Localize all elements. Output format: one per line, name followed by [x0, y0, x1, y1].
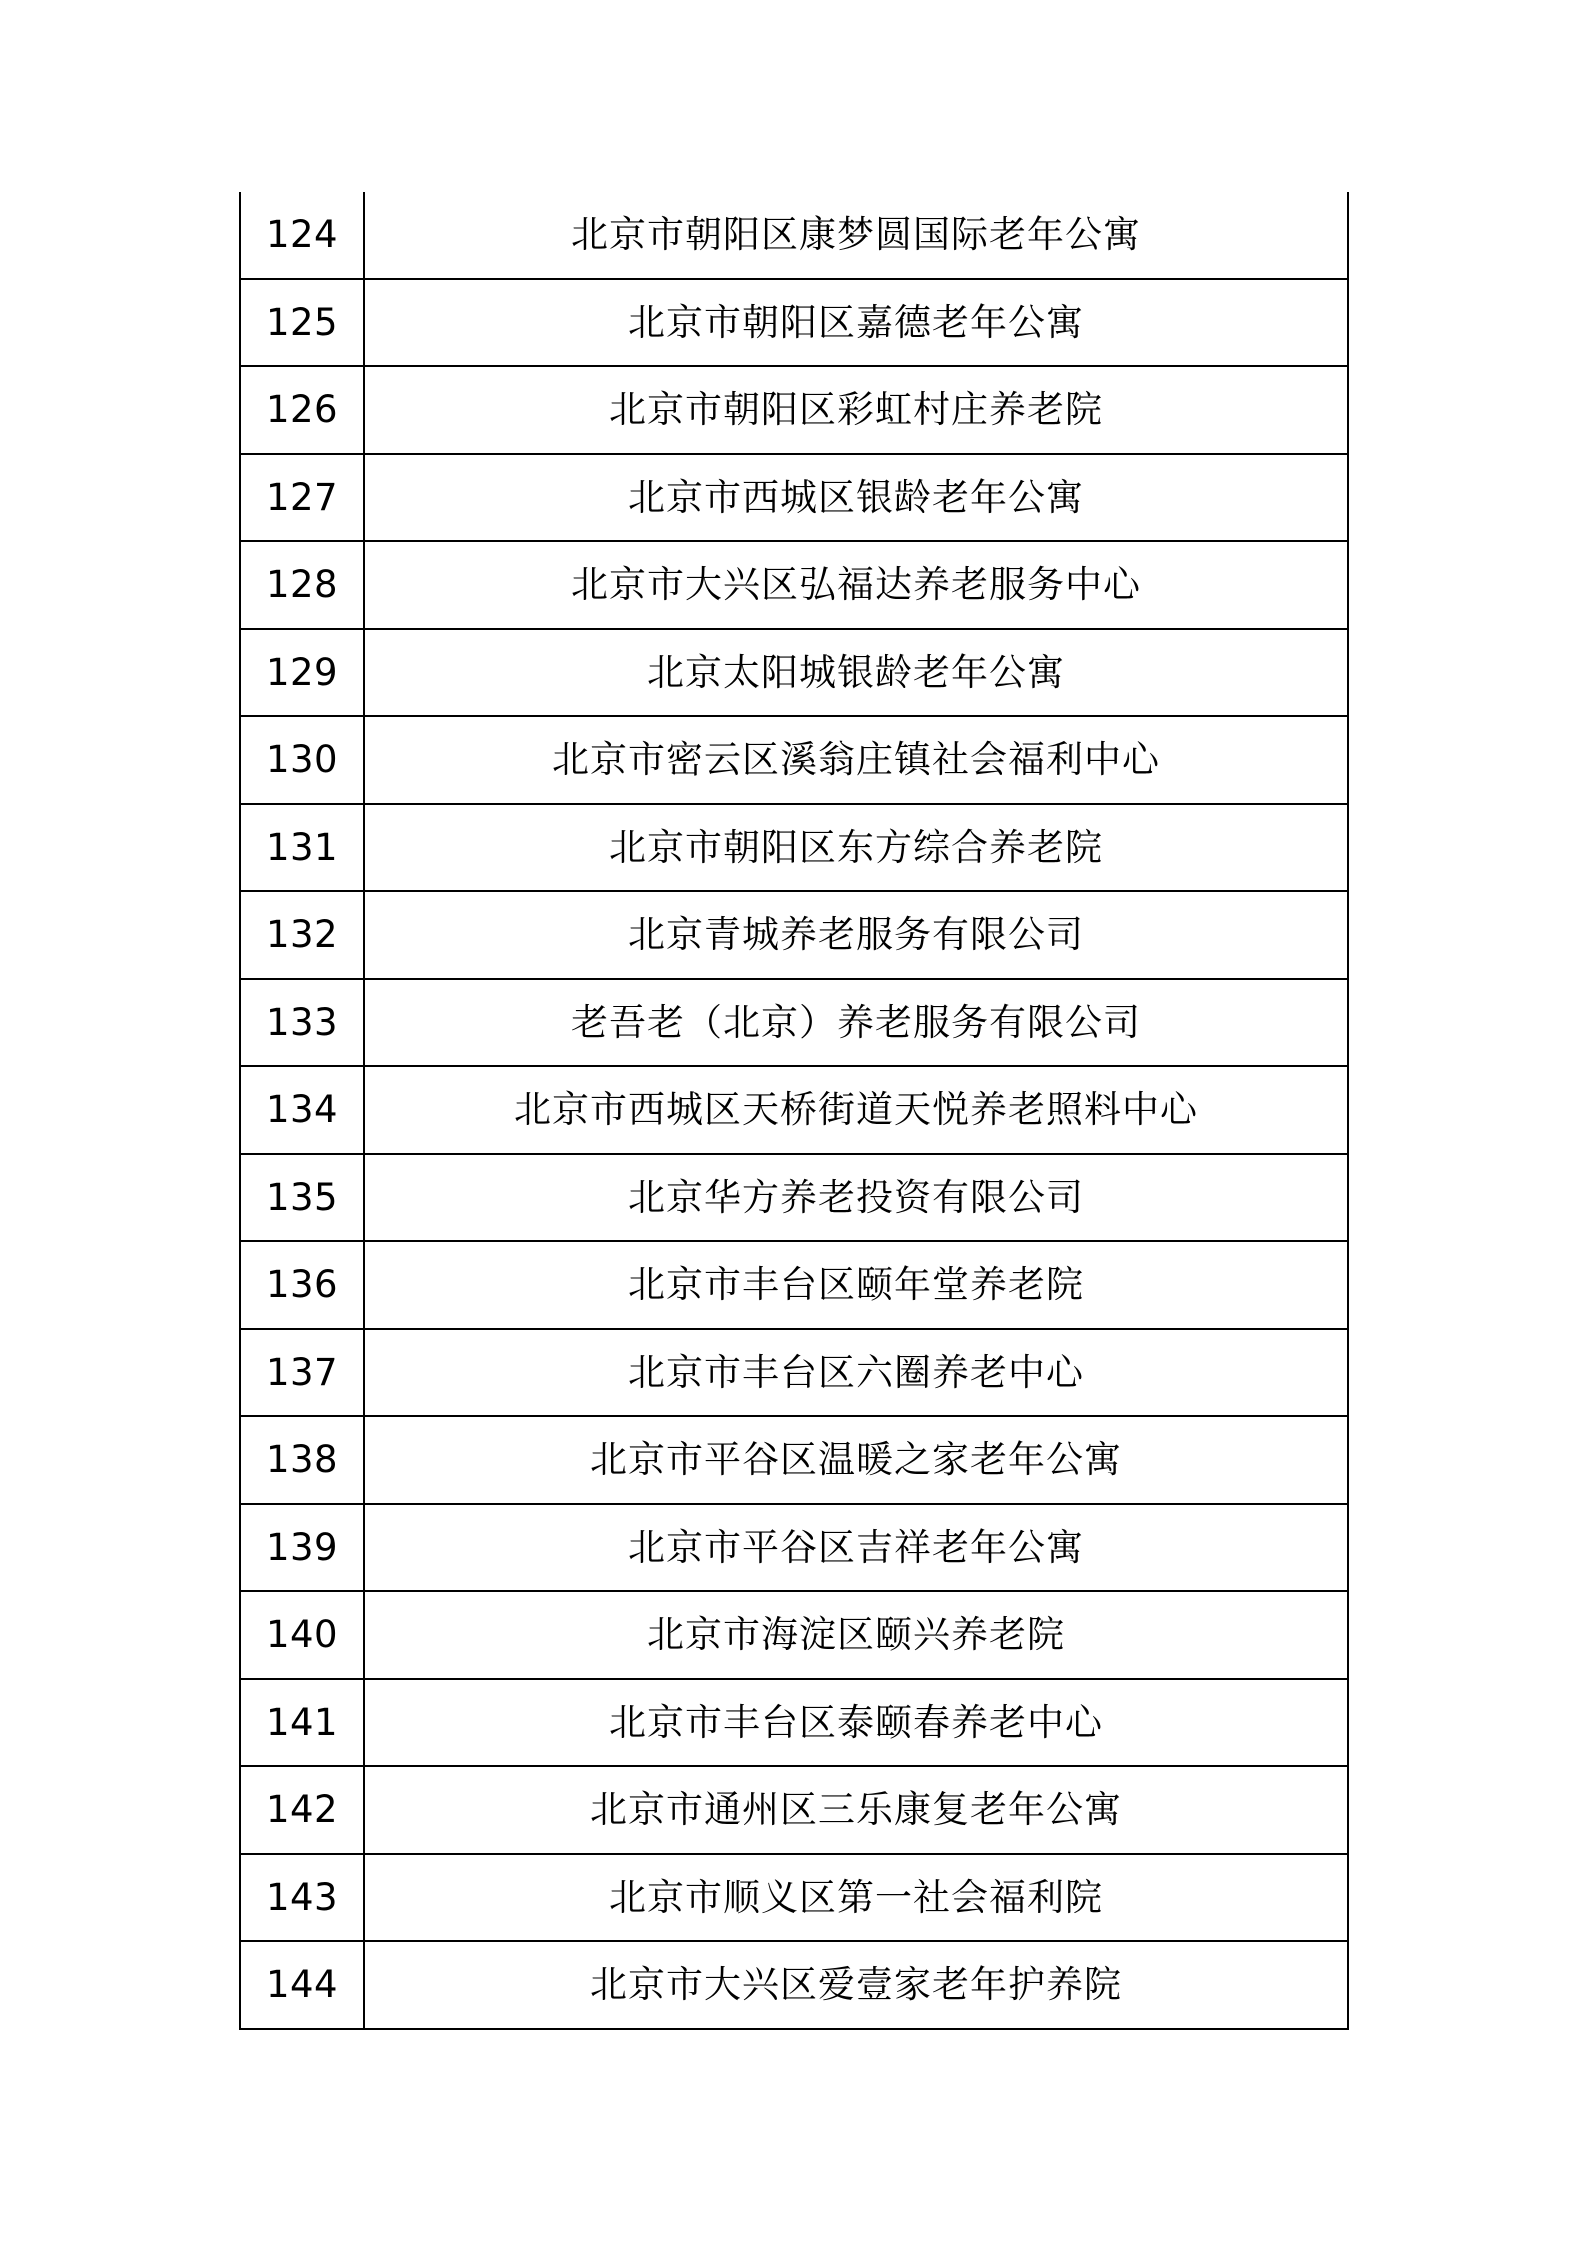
institution-name-cell: 北京市大兴区爱壹家老年护养院	[364, 1941, 1348, 2029]
table-row	[240, 804, 1348, 892]
table-row	[240, 716, 1348, 804]
table-row	[240, 192, 1348, 279]
table-row	[240, 1154, 1348, 1242]
row-number-cell: 125	[240, 279, 364, 367]
row-number-cell: 143	[240, 1854, 364, 1942]
row-number-cell: 142	[240, 1766, 364, 1854]
row-number-cell: 137	[240, 1329, 364, 1417]
institution-name-cell: 老吾老（北京）养老服务有限公司	[364, 979, 1348, 1067]
institution-name-cell: 北京市大兴区弘福达养老服务中心	[364, 541, 1348, 629]
table-row	[240, 891, 1348, 979]
table-row	[240, 1066, 1348, 1154]
institution-name-cell: 北京市丰台区颐年堂养老院	[364, 1241, 1348, 1329]
institution-name-cell: 北京市朝阳区嘉德老年公寓	[364, 279, 1348, 367]
institution-table	[239, 192, 1349, 2030]
row-number-cell: 134	[240, 1066, 364, 1154]
row-number-cell: 139	[240, 1504, 364, 1592]
institution-name-cell: 北京太阳城银龄老年公寓	[364, 629, 1348, 717]
table-row	[240, 1241, 1348, 1329]
institution-name-cell: 北京市顺义区第一社会福利院	[364, 1854, 1348, 1942]
institution-name-cell: 北京市密云区溪翁庄镇社会福利中心	[364, 716, 1348, 804]
table-row	[240, 979, 1348, 1067]
row-number-cell: 136	[240, 1241, 364, 1329]
table-row	[240, 629, 1348, 717]
row-number-cell: 132	[240, 891, 364, 979]
row-number-cell: 138	[240, 1416, 364, 1504]
institution-name-cell: 北京市丰台区六圈养老中心	[364, 1329, 1348, 1417]
table-row	[240, 1416, 1348, 1504]
institution-name-cell: 北京市通州区三乐康复老年公寓	[364, 1766, 1348, 1854]
row-number-cell: 126	[240, 366, 364, 454]
row-number-cell: 140	[240, 1591, 364, 1679]
institution-name-cell: 北京市西城区天桥街道天悦养老照料中心	[364, 1066, 1348, 1154]
table-row	[240, 1941, 1348, 2029]
row-number-cell: 135	[240, 1154, 364, 1242]
table-row	[240, 1329, 1348, 1417]
row-number-cell: 131	[240, 804, 364, 892]
row-number-cell: 130	[240, 716, 364, 804]
institution-name-cell: 北京市平谷区吉祥老年公寓	[364, 1504, 1348, 1592]
table-row	[240, 454, 1348, 542]
institution-name-cell: 北京市海淀区颐兴养老院	[364, 1591, 1348, 1679]
institution-name-cell: 北京市朝阳区康梦圆国际老年公寓	[364, 192, 1348, 279]
table-row	[240, 279, 1348, 367]
institution-name-cell: 北京市丰台区泰颐春养老中心	[364, 1679, 1348, 1767]
table-row	[240, 1854, 1348, 1942]
institution-name-cell: 北京市朝阳区彩虹村庄养老院	[364, 366, 1348, 454]
institution-name-cell: 北京市平谷区温暖之家老年公寓	[364, 1416, 1348, 1504]
table-row	[240, 1504, 1348, 1592]
table-row	[240, 541, 1348, 629]
institution-name-cell: 北京市朝阳区东方综合养老院	[364, 804, 1348, 892]
row-number-cell: 133	[240, 979, 364, 1067]
table-row	[240, 1766, 1348, 1854]
table-row	[240, 366, 1348, 454]
institution-table-container	[239, 192, 1349, 2030]
row-number-cell: 128	[240, 541, 364, 629]
institution-name-cell: 北京华方养老投资有限公司	[364, 1154, 1348, 1242]
row-number-cell: 127	[240, 454, 364, 542]
institution-table-body	[240, 192, 1348, 2029]
table-row	[240, 1679, 1348, 1767]
institution-name-cell: 北京青城养老服务有限公司	[364, 891, 1348, 979]
row-number-cell: 124	[240, 192, 364, 279]
row-number-cell: 129	[240, 629, 364, 717]
institution-name-cell: 北京市西城区银龄老年公寓	[364, 454, 1348, 542]
table-row	[240, 1591, 1348, 1679]
row-number-cell: 141	[240, 1679, 364, 1767]
row-number-cell: 144	[240, 1941, 364, 2029]
